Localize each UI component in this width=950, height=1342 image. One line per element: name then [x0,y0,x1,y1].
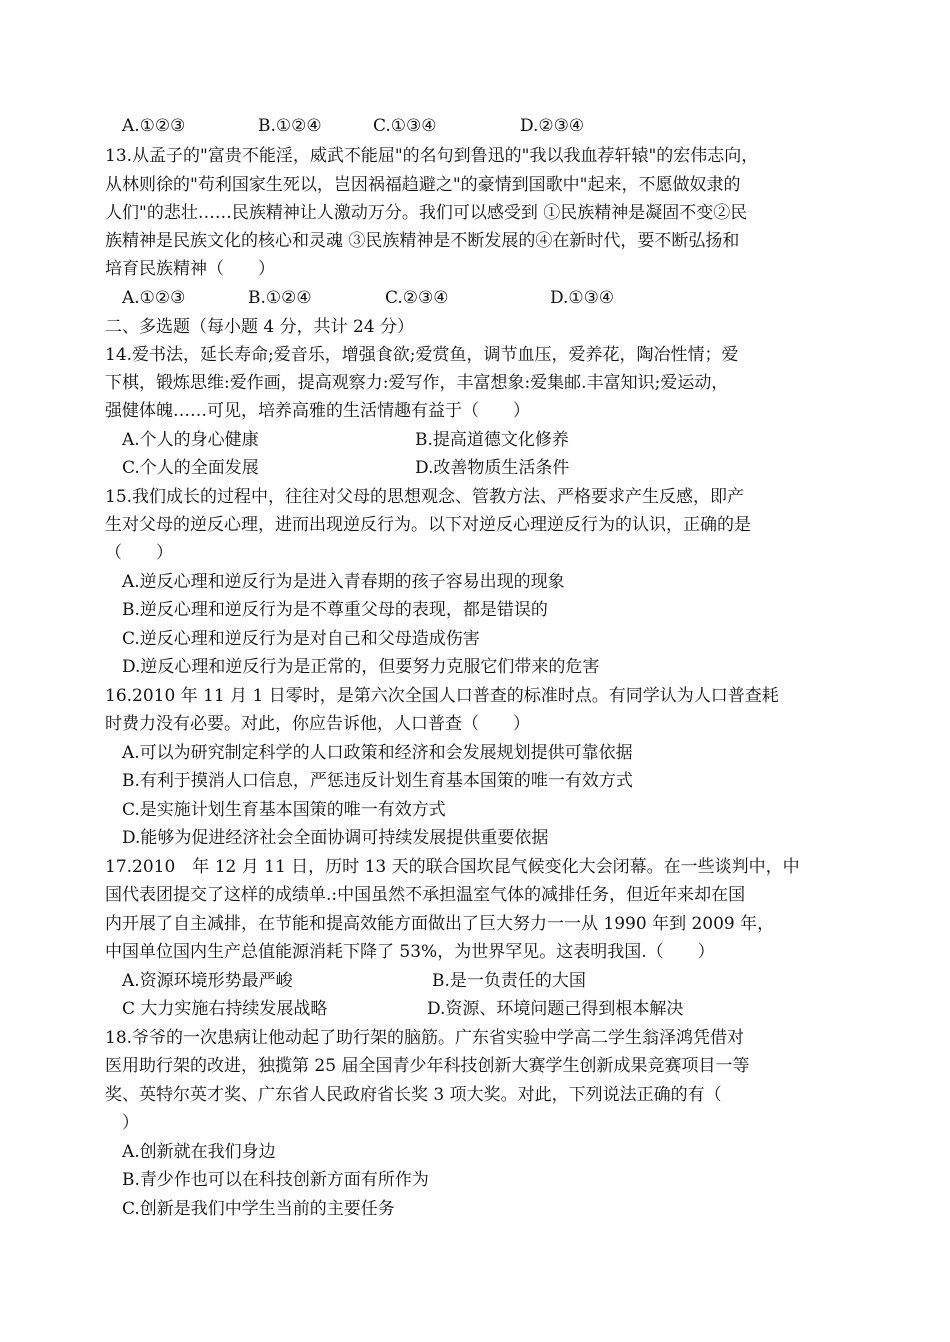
q14-option-b: B.提高道德文化修养 [415,430,569,450]
q14-option-d: D.改善物质生活条件 [415,458,570,478]
q18-line-4: ） [122,1113,139,1133]
q14-option-c: C.个人的全面发展 [122,458,259,478]
q16-line-2: 时费力没有必要。对此，你应告诉他，人口普查（ ） [105,714,530,734]
q13-option-d: D.①③④ [550,288,615,308]
q18-line-2: 医用助行架的改进，独揽第 25 届全国青少年科技创新大赛学生创新成果竞赛项目一等 [105,1056,750,1076]
q15-option-d: D.逆反心理和逆反行为是正常的，但要努力克服它们带来的危害 [122,657,600,677]
q14-line-1: 14.爱书法，延长寿命;爱音乐，增强食欲;爱赏鱼，调节血压，爱养花，陶冶性情；爱 [105,345,739,365]
q15-option-a: A.逆反心理和逆反行为是进入青春期的孩子容易出现的现象 [122,572,565,592]
q14-line-3: 强健体魄……可见，培养高雅的生活情趣有益于（ ） [105,401,530,421]
q17-line-4: 中国单位国内生产总值能源消耗下降了 53%，为世界罕见。这表明我国.（ ） [105,942,715,962]
q18-line-1: 18.爷爷的一次患病让他动起了助行架的脑筋。广东省实验中学高二学生翁泽鸿凭借对 [105,1028,745,1048]
q12-option-c: C.①③④ [373,116,437,136]
q13-option-c: C.②③④ [385,288,449,308]
q16-option-a: A.可以为研究制定科学的人口政策和经济和会发展规划提供可靠依据 [122,743,633,763]
q12-option-d: D.②③④ [520,116,585,136]
q13-line-2: 从林则徐的"苟利国家生死以，岂因祸福趋避之"的豪情到国歌中"起来，不愿做奴隶的 [105,175,741,195]
q18-line-3: 奖、英特尔英才奖、广东省人民政府省长奖 3 项大奖。对此，下列说法正确的有（ [105,1085,722,1105]
q13-option-b: B.①②④ [248,288,312,308]
q17-option-d: D.资源、环境问题己得到根本解决 [427,999,684,1019]
q17-line-1: 17.2010 年 12 月 11 日，历时 13 天的联合国坎昆气候变化大会闭幕。在一些谈判中，中 [105,857,800,877]
q18-option-b: B.青少作也可以在科技创新方面有所作为 [122,1170,429,1190]
q13-line-5: 培育民族精神（ ） [105,259,275,279]
q18-option-c: C.创新是我们中学生当前的主要任务 [122,1199,395,1219]
q16-option-d: D.能够为促进经济社会全面协调可持续发展提供重要依据 [122,828,549,848]
q13-option-a: A.①②③ [122,288,186,308]
q14-line-2: 下棋，锻炼思维:爱作画，提高观察力:爱写作，丰富想象:爱集邮.丰富知识;爱运动， [105,373,729,393]
q18-option-a: A.创新就在我们身边 [122,1142,276,1162]
q15-option-c: C.逆反心理和逆反行为是对自己和父母造成伤害 [122,629,480,649]
q17-option-b: B.是一负责任的大国 [432,971,586,991]
q14-option-a: A.个人的身心健康 [122,430,259,450]
q16-option-c: C.是实施计划生育基本国策的唯一有效方式 [122,800,446,820]
q16-option-b: B.有利于摸消人口信息，严惩违反计划生育基本国策的唯一有效方式 [122,771,633,791]
q16-line-1: 16.2010 年 11 月 1 日零时，是第六次全国人口普查的标准时点。有同学认为人口普查耗 [105,686,779,706]
q13-line-4: 族精神是民族文化的核心和灵魂 ③民族精神是不断发展的④在新时代，要不断弘扬和 [105,231,740,251]
q17-line-3: 内开展了自主减排，在节能和提高效能方面做出了巨大努力一一从 1990 年到 2009 年， [105,914,775,934]
q17-option-c: C 大力实施右持续发展战略 [122,999,328,1019]
q15-line-2: 生对父母的逆反心理，进而出现逆反行为。以下对逆反心理逆反行为的认识，正确的是 [105,515,751,535]
q13-line-1: 13.从孟子的"富贵不能淫，威武不能屈"的名句到鲁迅的"我以我血荐轩辕"的宏伟志向， [105,146,759,166]
q15-option-b: B.逆反心理和逆反行为是不尊重父母的表现，都是错误的 [122,600,548,620]
section-title: 二、多选题（每小题 4 分，共计 24 分） [105,317,415,337]
q17-option-a: A.资源环境形势最严峻 [122,971,293,991]
q15-line-1: 15.我们成长的过程中，往往对父母的思想观念、管教方法、严格要求产生反感，即产 [105,487,745,507]
q13-line-3: 人们"的悲壮……民族精神让人激动万分。我们可以感受到 ①民族精神是凝固不变②民 [105,203,748,223]
q17-line-2: 国代表团提交了这样的成绩单.:中国虽然不承担温室气体的减排任务，但近年来却在国 [105,885,746,905]
q12-option-b: B.①②④ [258,116,322,136]
q12-option-a: A.①②③ [122,116,186,136]
q15-line-3: （ ） [105,543,173,563]
